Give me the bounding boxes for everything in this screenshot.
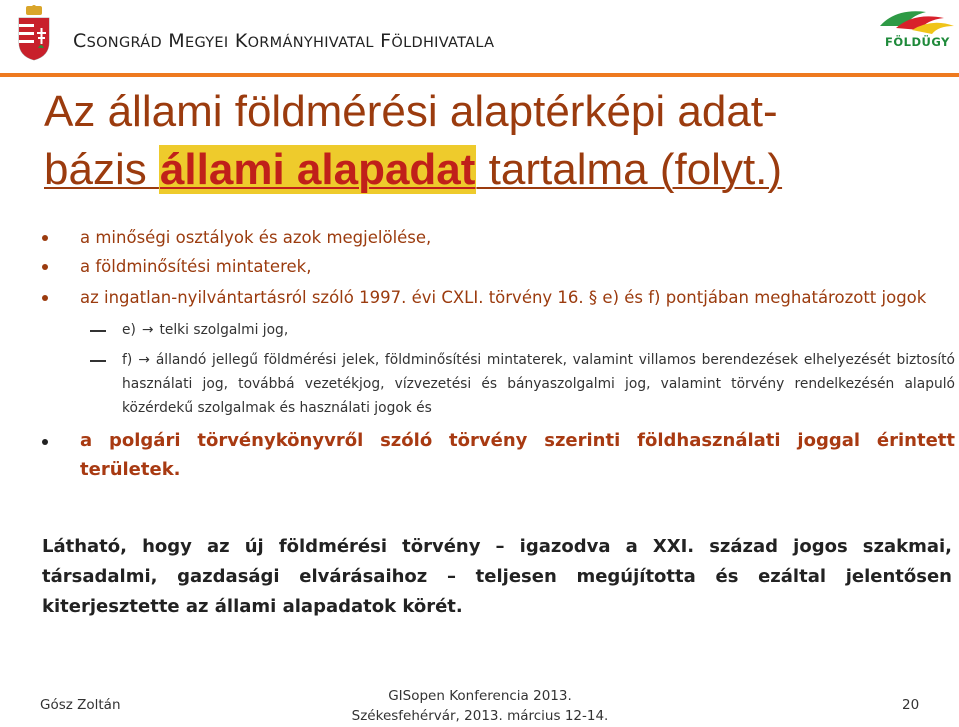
footer-author: Gósz Zoltán	[40, 697, 121, 713]
bullet-dot-icon	[42, 264, 48, 270]
bullet-item: a minőségi osztályok és azok megjelölése,	[40, 223, 955, 252]
dash-icon	[90, 330, 106, 332]
header-divider	[0, 73, 959, 77]
bullet-dot-icon	[42, 439, 48, 445]
sub-item: e) → telki szolgalmi jog,	[40, 318, 955, 342]
slide-body	[40, 223, 955, 484]
dash-icon	[90, 360, 106, 362]
summary-paragraph: Látható, hogy az új földmérési törvény – igazodva a XXI. század jogos szakmai, társadalmi, gazdasági elvárásaihoz – teljesen megújította és ezáltal jelentősen kiterjesztette az állami alapadatok körét.	[42, 536, 952, 617]
title-line-1: Az állami földmérési alaptérképi adat-	[44, 87, 778, 136]
bullet-dot-icon	[42, 295, 48, 301]
bullet-dot-icon	[42, 235, 48, 241]
logo-text: FÖLDÜGY	[885, 35, 950, 49]
footer-conference: GISopen Konferencia 2013. Székesfehérvár, 2013. március 12-14.	[351, 688, 609, 724]
slide-title	[44, 83, 944, 199]
arrow-right-icon: →	[141, 322, 154, 338]
hungarian-coat-of-arms-icon	[14, 4, 54, 62]
slide-header	[0, 0, 959, 80]
title-line-2: bázis állami alapadat tartalma (folyt.)	[44, 145, 783, 194]
page-number: 20	[902, 697, 920, 713]
title-highlight: állami alapadat	[159, 145, 476, 194]
organization-name: CSONGRÁD MEGYEI KORMÁNYHIVATAL FÖLDHIVATALA	[73, 30, 495, 52]
arrow-right-icon: →	[138, 352, 150, 368]
bullet-item: a földminősítési mintaterek,	[40, 252, 955, 281]
sub-item: f) → állandó jellegű földmérési jelek, földminősítési mintaterek, valamint villamos berendezések elhelyezését biztosító használati jog, továbbá vezetékjog, vízvezetési és bányaszolgalmi jog, valamint törvény rendelkezésén alapuló közérdekű szolgalmak és használati jogok és	[40, 348, 955, 420]
bullet-item-emphasized: a polgári törvénykönyvről szóló törvény szerinti földhasználati joggal érintett területek.	[40, 426, 955, 484]
bullet-item: az ingatlan-nyilvántartásról szóló 1997. évi CXLI. törvény 16. § e) és f) pontjában meghatározott jogok	[40, 283, 955, 312]
